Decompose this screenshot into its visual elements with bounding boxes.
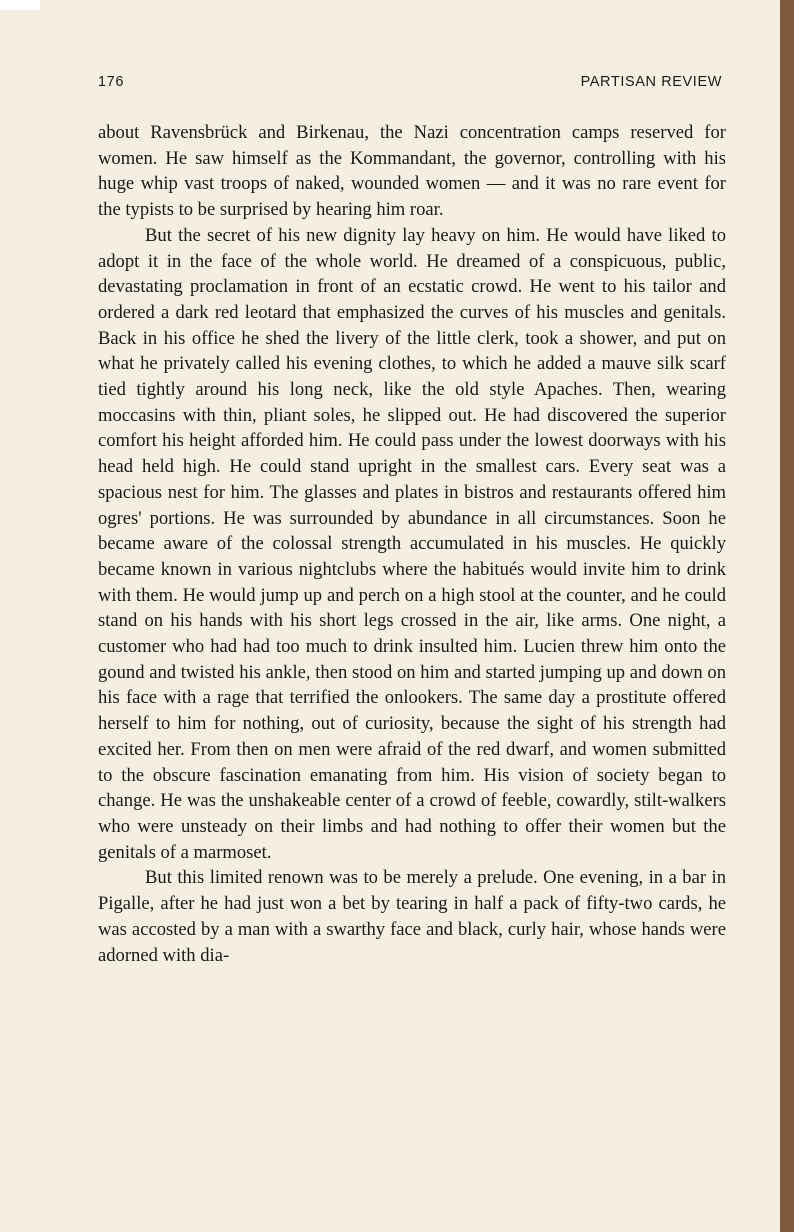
page-corner: [0, 0, 40, 10]
body-text: [98, 120, 726, 968]
page-number: 176: [98, 74, 124, 90]
book-spine-edge: [780, 0, 794, 1232]
running-head: PARTISAN REVIEW: [580, 74, 722, 90]
paragraph: But this limited renown was to be merely a prelude. One evening, in a bar in Pigalle, after he had just won a bet by tearing in half a pack of fifty-two cards, he was accosted by a man with a swarthy face and black, curly hair, whose hands were adorned with dia-: [98, 867, 726, 966]
paragraph: about Ravensbrück and Birkenau, the Nazi concentration camps reserved for women. He saw himself as the Kommandant, the governor, controlling with his huge whip vast troops of naked, wounded women — and it was no rare event for the typists to be surprised by hearing him roar.: [98, 122, 726, 221]
page-header: [98, 74, 722, 94]
paragraph: But the secret of his new dignity lay heavy on him. He would have liked to adopt it in the face of the whole world. He dreamed of a conspicuous, public, devastating proclamation in front of an ecstatic crowd. He went to his tailor and ordered a dark red leotard that emphasized the curves of his muscles and genitals. Back in his office he shed the livery of the little clerk, took a shower, and put on what he privately called his evening clothes, to which he added a mauve silk scarf tied tightly around his long neck, like the old style Apaches. Then, wearing moccasins with thin, pliant soles, he slipped out. He had discovered the superior comfort his height afforded him. He could pass under the lowest doorways with his head held high. He could stand upright in the smallest cars. Every seat was a spacious nest for him. The glasses and plates in bistros and restaurants offered him ogres' portions. He was surrounded by abundance in all circumstances. Soon he became aware of the colossal strength accumulated in his muscles. He quickly became known in various nightclubs where the habitués would invite him to drink with them. He would jump up and perch on a high stool at the counter, and he could stand on his hands with his short legs crossed in the air, like arms. One night, a customer who had had too much to drink insulted him. Lucien threw him onto the gound and twisted his ankle, then stood on him and started jumping up and down on his face with a rage that terrified the onlookers. The same day a prostitute offered herself to him for nothing, out of curiosity, because the sight of his strength had excited her. From then on men were afraid of the red dwarf, and women submitted to the obscure fascination emanating from him. His vision of society began to change. He was the unshakeable center of a crowd of feeble, cowardly, stilt-walkers who were unsteady on their limbs and had nothing to offer their women but the genitals of a marmoset.: [98, 224, 726, 863]
